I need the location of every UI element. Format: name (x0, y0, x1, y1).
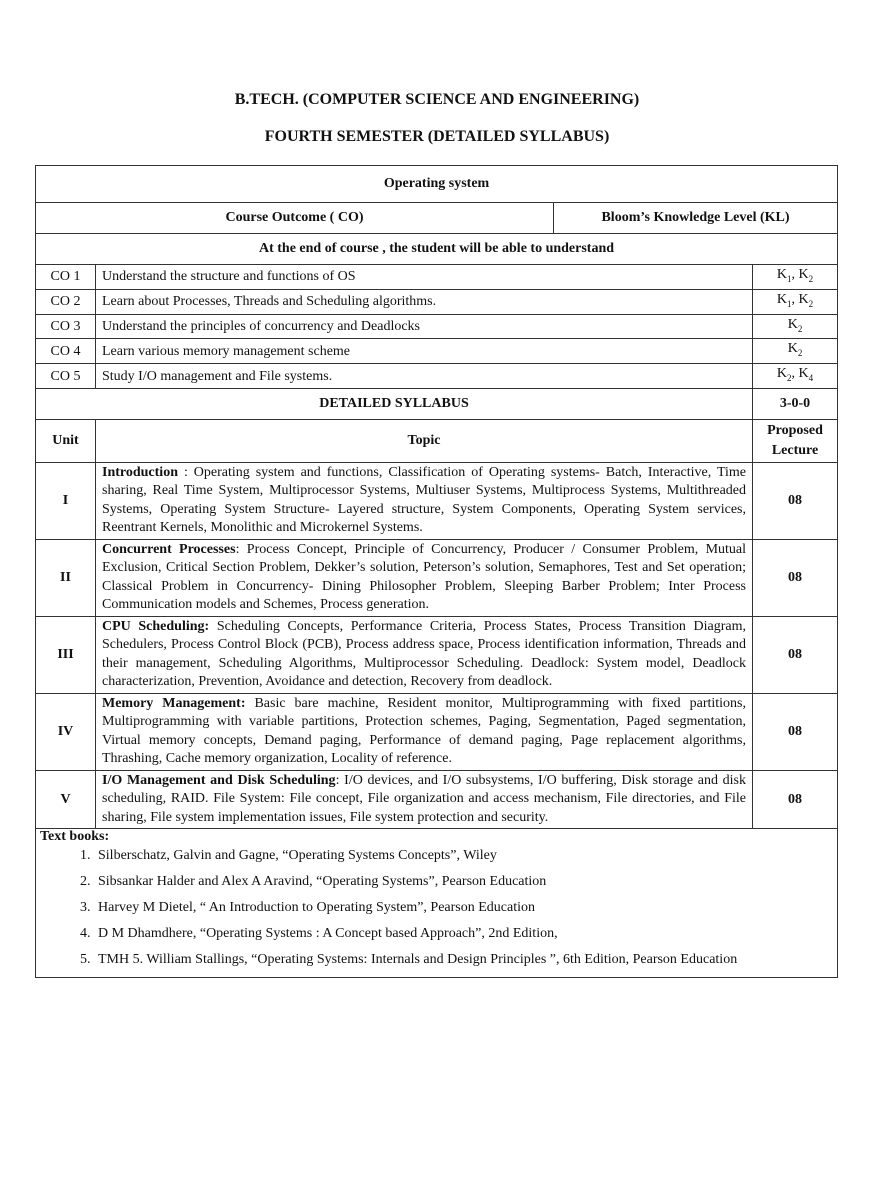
ltp-value: 3-0-0 (753, 388, 838, 419)
unit-topic (96, 770, 753, 829)
co-row (36, 314, 838, 339)
co-text: Understand the principles of concurrency and Deadlocks (96, 314, 753, 339)
detailed-syllabus-row (36, 388, 838, 419)
co-text: Learn various memory management scheme (96, 339, 753, 364)
kl-letter: K (798, 366, 809, 382)
unit-row (36, 693, 838, 770)
kl-level: 2 (797, 348, 803, 359)
unit-lectures: 08 (753, 462, 838, 539)
kl-letter: K (776, 366, 787, 382)
unit-text: Scheduling Concepts, Performance Criteria, Process States, Process Transition Diagram, Schedulers, Process Control Block (PCB), Process address space, Process identification information, Threads and their management, Scheduling Algorithms, Multiprocessor Scheduling. Deadlock: System model, Deadlock characterization, Prevention, Avoidance and detection, Recovery from deadlock. (102, 618, 747, 690)
unit-row (36, 770, 838, 829)
unit-text: I/O devices, and I/O subsystems, I/O buffering, Disk storage and disk scheduling, RAID. File System: File concept, File organization and access mechanism, File directories, and File sharing, File system implementation issues, File system protection and security. (102, 772, 747, 825)
co-code: CO 5 (36, 364, 96, 389)
kl-level: 4 (808, 372, 814, 383)
co-intro-row (36, 234, 838, 265)
unit-title: I/O Management and Disk Scheduling (102, 772, 336, 788)
unit-number: III (36, 616, 96, 693)
co-kl: $K_1$, $K_2$ (753, 265, 838, 290)
kl-level: 2 (797, 323, 803, 334)
text-book-item: 4. D M Dhamdhere, “Operating Systems : A Concept based Approach”, 2nd Edition, (94, 925, 833, 943)
co-header-row (36, 203, 838, 234)
unit-title: Memory Management: (102, 695, 246, 711)
text-books-list (40, 847, 833, 969)
unit-number: V (36, 770, 96, 829)
unit-lectures: 08 (753, 616, 838, 693)
unit-sep: : (235, 541, 247, 557)
topic-header: Topic (96, 419, 753, 462)
unit-title: Introduction (102, 464, 178, 480)
co-kl: $K_2$, $K_4$ (753, 364, 838, 389)
unit-lectures: 08 (753, 539, 838, 616)
unit-topic (96, 539, 753, 616)
unit-lectures: 08 (753, 770, 838, 829)
kl-letter: K (787, 316, 798, 332)
course-title: Operating system (36, 166, 838, 203)
text-book-item: 1. Silberschatz, Galvin and Gagne, “Operating Systems Concepts”, Wiley (94, 847, 833, 865)
co-text: Study I/O management and File systems. (96, 364, 753, 389)
unit-header-row (36, 419, 838, 462)
co-kl: $K_1$, $K_2$ (753, 289, 838, 314)
co-row (36, 289, 838, 314)
co-row (36, 339, 838, 364)
co-kl (753, 339, 838, 364)
detailed-syllabus-title: DETAILED SYLLABUS (36, 388, 753, 419)
co-text: Learn about Processes, Threads and Scheduling algorithms. (96, 289, 753, 314)
unit-topic (96, 693, 753, 770)
kl-letter: K (787, 341, 798, 357)
unit-number: II (36, 539, 96, 616)
kl-letter: K (798, 267, 809, 282)
co-code: CO 2 (36, 289, 96, 314)
unit-title: CPU Scheduling: (102, 618, 210, 634)
kl-level: 1 (787, 273, 792, 284)
co-code: CO 1 (36, 265, 96, 290)
text-books-cell (36, 829, 838, 978)
unit-sep (209, 619, 217, 634)
unit-row (36, 462, 838, 539)
co-header: Course Outcome ( CO) (36, 203, 554, 234)
unit-number: I (36, 462, 96, 539)
lecture-header (753, 419, 838, 462)
text-book-item: 2. Sibsankar Halder and Alex A Aravind, “Operating Systems”, Pearson Education (94, 873, 833, 891)
kl-level: 2 (808, 298, 814, 309)
unit-header: Unit (36, 419, 96, 462)
co-text: Understand the structure and functions of OS (96, 265, 753, 290)
syllabus-table (35, 165, 838, 978)
unit-sep: : (335, 772, 345, 788)
lecture-header-line1: Proposed (767, 422, 823, 438)
unit-title: Concurrent Processes (102, 541, 236, 557)
unit-text: Process Concept, Principle of Concurrency, Producer / Consumer Problem, Mutual Exclusion, Critical Section Problem, Dekker’s solution, Peterson’s solution, Semaphores, Test and Set operation; Classical Problem in Concurrency- Dining Philosopher Problem, Sleeping Barber Problem; Inter Process Communication models and Schemes, Process generation. (102, 541, 747, 613)
text-books-row (36, 829, 838, 978)
course-title-row (36, 166, 838, 203)
kl-letter: K (776, 291, 787, 307)
kl-level: 2 (787, 372, 792, 383)
unit-lectures: 08 (753, 693, 838, 770)
kl-letter: K (776, 267, 787, 282)
lecture-header-line2: Lecture (771, 442, 819, 458)
unit-topic (96, 462, 753, 539)
co-kl (753, 314, 838, 339)
text-book-item: 5. TMH 5. William Stallings, “Operating Systems: Internals and Design Principles ”, 6th Edition, Pearson Education (94, 951, 833, 969)
unit-topic (96, 616, 753, 693)
unit-row (36, 539, 838, 616)
co-row (36, 265, 838, 290)
page-subtitle: FOURTH SEMESTER (DETAILED SYLLABUS) (264, 128, 610, 145)
co-intro: At the end of course , the student will be able to understand (36, 234, 838, 265)
unit-number: IV (36, 693, 96, 770)
kl-letter: K (798, 291, 809, 307)
co-code: CO 3 (36, 314, 96, 339)
unit-sep: : (177, 464, 194, 480)
kl-level: 1 (787, 298, 792, 309)
text-book-item: 3. Harvey M Dietel, “ An Introduction to Operating System”, Pearson Education (94, 899, 833, 917)
text-books-title: Text books: (40, 829, 110, 845)
co-code: CO 4 (36, 339, 96, 364)
kl-level: 2 (808, 273, 814, 284)
co-row (36, 364, 838, 389)
unit-row (36, 616, 838, 693)
unit-text: Basic bare machine, Resident monitor, Multiprogramming with fixed partitions, Multiprogramming with variable partitions, Protection schemes, Paging, Segmentation, Paged segmentation, Virtual memory concepts, Demand paging, Performance of demand paging, Page replacement algorithms, Thrashing, Cache memory organization, Locality of reference. (102, 695, 746, 767)
page-title: B.TECH. (COMPUTER SCIENCE AND ENGINEERING) (234, 91, 640, 108)
unit-text: Operating system and functions, Classification of Operating systems- Batch, Interactive, Time sharing, Real Time System, Multiprocessor Systems, Multiuser Systems, Multiprocess Systems, Multithreaded Systems, Operating System Structure- Layered structure, System Components, Operating System services, Reentrant Kernels, Monolithic and Microkernel Systems. (102, 464, 746, 536)
kl-header: Bloom’s Knowledge Level (KL) (554, 203, 838, 234)
